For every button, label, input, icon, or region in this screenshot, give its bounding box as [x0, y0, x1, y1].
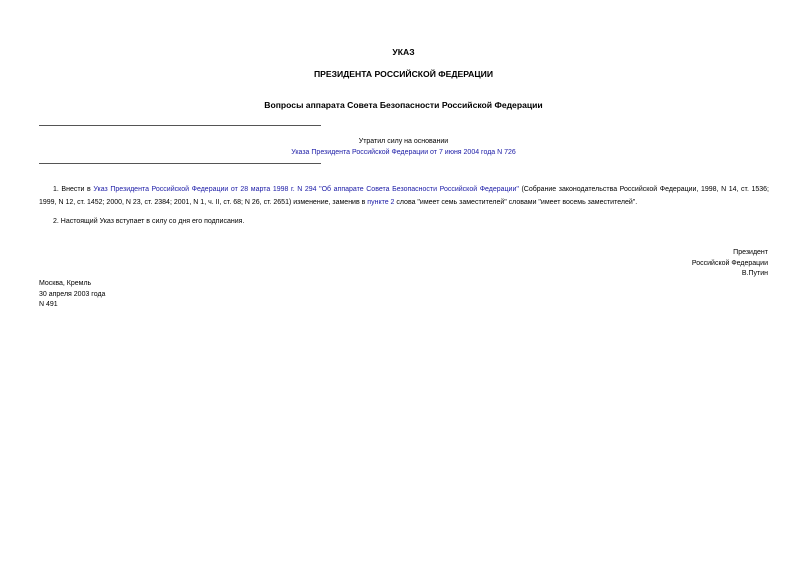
signature-country: Российской Федерации: [691, 259, 768, 267]
decree-number: N 491: [39, 301, 58, 308]
paragraph-1: [39, 184, 769, 209]
signature-position: Президент: [733, 249, 768, 256]
paragraph-1-start: 1. Внести в: [53, 186, 94, 193]
paragraph-2: 2. Настоящий Указ вступает в силу со дня его подписания.: [53, 218, 245, 225]
divider-bottom: [39, 163, 321, 164]
status-note-row: [0, 148, 807, 158]
clause-2-link[interactable]: пункте 2: [367, 198, 395, 206]
status-note-text: Утратил силу на основании: [358, 138, 449, 145]
amended-decree-link[interactable]: Указ Президента Российской Федерации от 28 марта 1998 г. N 294 "Об аппарате Совета Безопасности Российской Федерации": [93, 186, 519, 193]
signature-block: [568, 248, 768, 280]
signing-date: 30 апреля 2003 года: [39, 290, 106, 298]
repealing-decree-link[interactable]: Указа Президента Российской Федерации от 7 июня 2004 года N 726: [291, 149, 516, 156]
place-date-block: [39, 279, 239, 311]
decree-title: УКАЗ: [392, 47, 415, 57]
paragraph-1-middle: (Собрание законодательства Российской Федерации, 1998, N 14, ст. 1536; 1999, N 12, ст. 1452; 2000, N 23, ст. 2384; 2001, N 1, ч. II, ст. 68; N 26, ст. 2651) изменение, заменив в: [39, 186, 769, 206]
decree-issuer: ПРЕЗИДЕНТА РОССИЙСКОЙ ФЕДЕРАЦИИ: [313, 69, 494, 79]
paragraph-1-end: слова "имеет семь заместителей" словами "имеет восемь заместителей".: [394, 198, 638, 206]
divider-top: [39, 125, 321, 126]
signature-name: В.Путин: [741, 270, 768, 277]
signing-place: Москва, Кремль: [39, 280, 92, 287]
decree-topic: Вопросы аппарата Совета Безопасности Российской Федерации: [264, 100, 543, 110]
